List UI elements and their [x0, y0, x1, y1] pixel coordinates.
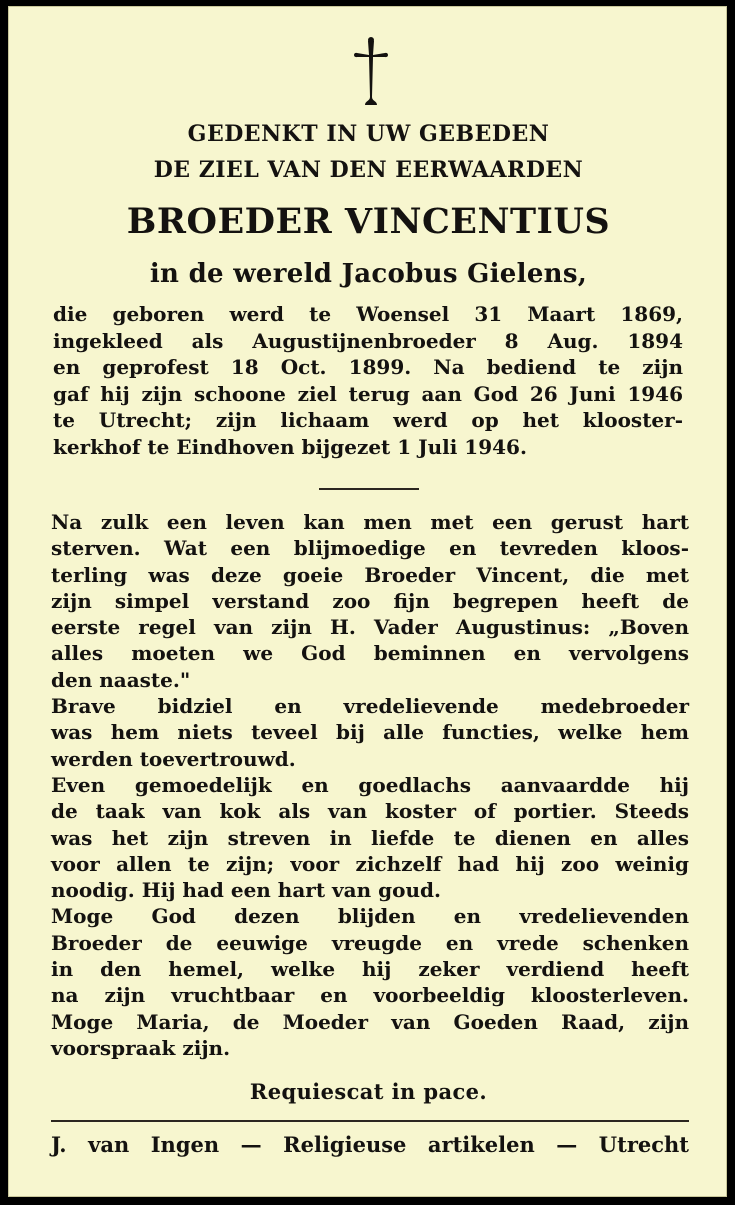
text-line: werden toevertrouwd.: [51, 746, 296, 771]
text-line: sterven. Wat een blijmoedige en tevreden kloos-: [51, 536, 689, 561]
bio-line: en geprofest 18 Oct. 1899. Na bediend te zijn: [53, 355, 683, 379]
bio-line: ingekleed als Augustijnenbroeder 8 Aug. 1894: [53, 328, 683, 353]
text-line: Even gemoedelijk en goedlachs aanvaardde hij: [51, 772, 689, 797]
cross-icon: [347, 35, 395, 111]
deceased-name: BROEDER VINCENTIUS: [126, 201, 611, 242]
text-line: Broeder de eeuwige vreugde en vrede schenken: [51, 930, 689, 955]
text-line: Na zulk een leven kan men met een gerust hart: [51, 510, 689, 534]
biography: [53, 301, 683, 460]
closing-prayer: Requiescat in pace.: [249, 1079, 488, 1104]
memorial-text: [51, 509, 689, 1061]
text-line: den naaste.": [51, 667, 191, 692]
bio-line: kerkhof te Eindhoven bijgezet 1 Juli 1946.: [53, 434, 527, 459]
text-line: na zijn vruchtbaar en voorbeeldig kloosterleven.: [51, 983, 689, 1008]
text-line: Moge God dezen blijden en vredelievenden: [51, 904, 689, 929]
text-line: alles moeten we God beminnen en vervolgens: [51, 641, 689, 666]
separator-rule: [319, 488, 419, 490]
bio-line: te Utrecht; zijn lichaam werd op het klooster-: [53, 408, 683, 432]
header-line-1: GEDENKT IN UW GEBEDEN: [187, 121, 550, 147]
header-line-2: DE ZIEL VAN DEN EERWAARDEN: [153, 157, 584, 183]
footer-rule: [51, 1120, 689, 1122]
text-line: Brave bidziel en vredelievende medebroeder: [51, 694, 689, 719]
bio-line: die geboren werd te Woensel 31 Maart 1869,: [53, 302, 683, 326]
text-line: noodig. Hij had een hart van goud.: [51, 878, 441, 903]
memorial-card: [8, 6, 727, 1197]
text-line: was het zijn streven in liefde te dienen en alles: [51, 825, 689, 850]
printer-imprint: J. van Ingen — Religieuse artikelen — Utrecht: [51, 1132, 689, 1157]
text-line: terling was deze goeie Broeder Vincent, die met: [51, 562, 689, 587]
text-line: in den hemel, welke hij zeker verdiend heeft: [51, 957, 689, 982]
worldly-name: in de wereld Jacobus Gielens,: [149, 259, 588, 289]
text-line: de taak van kok als van koster of portier. Steeds: [51, 799, 689, 824]
text-line: zijn simpel verstand zoo fijn begrepen heeft de: [51, 588, 689, 613]
text-line: voorspraak zijn.: [51, 1035, 231, 1060]
text-line: voor allen te zijn; voor zichzelf had hij zoo weinig: [51, 851, 689, 876]
text-line: Moge Maria, de Moeder van Goeden Raad, zijn: [51, 1009, 689, 1034]
text-line: eerste regel van zijn H. Vader Augustinus: „Boven: [51, 615, 689, 640]
bio-line: gaf hij zijn schoone ziel terug aan God 26 Juni 1946: [53, 381, 683, 406]
text-line: was hem niets teveel bij alle functies, welke hem: [51, 720, 689, 745]
